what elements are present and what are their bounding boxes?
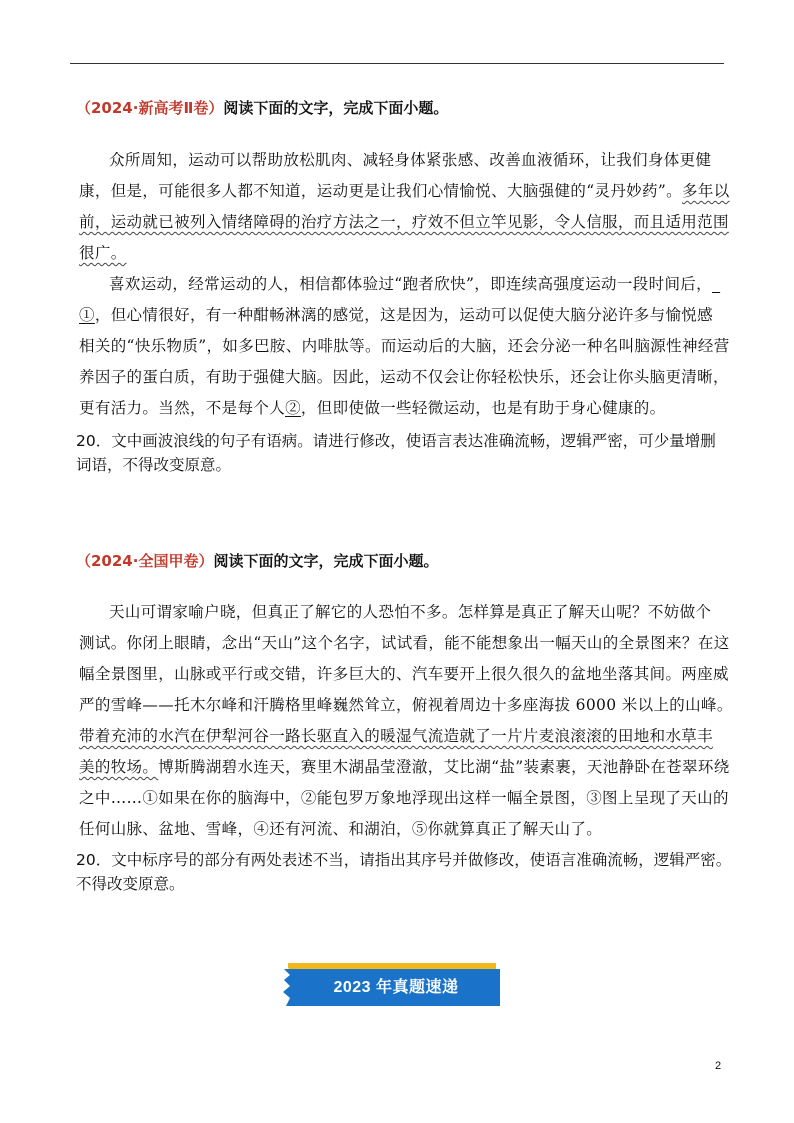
- blank-marker: ①: [79, 306, 95, 324]
- header-rule: [70, 63, 724, 64]
- q1-heading: [76, 98, 448, 118]
- page-number: 2: [715, 1060, 722, 1072]
- q2-passage-line: [79, 662, 729, 684]
- q1-passage-line: [79, 303, 713, 325]
- passage-text: ，但心情很好，有一种酣畅淋漓的感觉，这是因为，运动可以促使大脑分泌许多与愉悦感: [94, 306, 714, 324]
- blank-marker: _: [712, 275, 721, 293]
- passage-text: 测试。你闭上眼睛，念出“天山”这个名字，试试看，能不能想象出一幅天山的全景图来？在这: [79, 634, 730, 652]
- q1-passage-line: [79, 334, 730, 356]
- passage-text: 幅全景图里，山脉或平行或交错，许多巨大的、汽车要开上很久很久的盆地坐落其间。两座威: [79, 665, 729, 683]
- wavy-underlined-text: 前，运动就已被列入情绪障碍的治疗方法之一，疗效不但立竿见影，令人信服，而且适用范围: [79, 213, 729, 231]
- passage-text: 任何山脉、盆地、雪峰，④还有河流、和湖泊，⑤你就算真正了解天山了。: [79, 820, 603, 838]
- q2-passage-line: [79, 755, 730, 777]
- wavy-underlined-text: 多年以: [682, 182, 730, 200]
- q1-passage-line: [109, 272, 720, 294]
- q1-question: [76, 429, 736, 477]
- q2-passage-line: [79, 786, 729, 808]
- q2-question-line: 20．文中标序号的部分有两处表述不当，请指出其序号并做修改，使语言准确流畅，逻辑严密。: [76, 851, 732, 869]
- q1-source: （2024·新高考Ⅱ卷）: [76, 99, 224, 117]
- q1-question-line: 词语，不得改变原意。: [76, 456, 232, 474]
- banner-label: 2023 年真题速递: [333, 979, 459, 996]
- passage-text: 博斯腾湖碧水连天，赛里木湖晶莹澄澈，艾比湖“盐”装素裹，天池静卧在苍翠环绕: [158, 758, 730, 776]
- passage-text: 养因子的蛋白质，有助于强健大脑。因此，运动不仅会让你轻松快乐，还会让你头脑更清晰，: [79, 368, 729, 386]
- q2-question-line: 不得改变原意。: [76, 875, 185, 893]
- q1-passage-line: [79, 241, 127, 263]
- q2-passage-line: [79, 724, 713, 746]
- q1-passage-line: [79, 210, 729, 232]
- passage-text: 康，但是，可能很多人都不知道，运动更是让我们心情愉悦、大脑强健的“灵丹妙药”。: [79, 182, 683, 200]
- q1-passage-line: [79, 396, 665, 418]
- q1-passage-line: [109, 148, 711, 170]
- passage-text: 相关的“快乐物质”，如多巴胺、内啡肽等。而运动后的大脑，还会分泌一种名叫脑源性神经营: [79, 337, 730, 355]
- q2-passage-line: [109, 600, 711, 622]
- passage-text: 更有活力。当然，不是每个人: [79, 399, 286, 417]
- q2-question: [76, 848, 736, 896]
- blank-marker: ②: [285, 399, 301, 417]
- section-banner: [280, 962, 502, 1008]
- passage-text: 严的雪峰——托木尔峰和汗腾格里峰巍然耸立，俯视着周边十多座海拔 6000 米以上的山峰。: [79, 696, 733, 714]
- q2-heading: [76, 551, 438, 571]
- passage-text: ，但即使做一些轻微运动，也是有助于身心健康的。: [300, 399, 666, 417]
- q2-instruction: 阅读下面的文字，完成下面小题。: [213, 552, 439, 570]
- passage-text: 众所周知，运动可以帮助放松肌肉、减轻身体紧张感、改善血液循环，让我们身体更健: [109, 151, 712, 169]
- q1-passage-line: [79, 179, 730, 201]
- q2-passage-line: [79, 817, 602, 839]
- passage-text: 之中……①如果在你的脑海中，②能包罗万象地浮现出这样一幅全景图，③图上呈现了天山的: [79, 789, 729, 807]
- q2-passage-line: [79, 631, 730, 653]
- wavy-underlined-text: 很广。: [79, 244, 127, 262]
- q1-passage-line: [79, 365, 729, 387]
- q2-source: （2024·全国甲卷）: [76, 552, 214, 570]
- q1-instruction: 阅读下面的文字，完成下面小题。: [223, 99, 449, 117]
- passage-text: 天山可谓家喻户晓，但真正了解它的人恐怕不多。怎样算是真正了解天山呢？不妨做个: [109, 603, 712, 621]
- q1-question-line: 20．文中画波浪线的句子有语病。请进行修改，使语言表达准确流畅，逻辑严密，可少量增删: [76, 432, 716, 450]
- passage-text: 喜欢运动，经常运动的人，相信都体验过“跑者欣快”，即连续高强度运动一段时间后，: [109, 275, 713, 293]
- wavy-underlined-text: 带着充沛的水汽在伊犁河谷一路长驱直入的暖湿气流造就了一片片麦浪滚滚的田地和水草丰: [79, 727, 714, 745]
- q2-passage-line: [79, 693, 733, 715]
- wavy-underlined-text: 美的牧场。: [79, 758, 159, 776]
